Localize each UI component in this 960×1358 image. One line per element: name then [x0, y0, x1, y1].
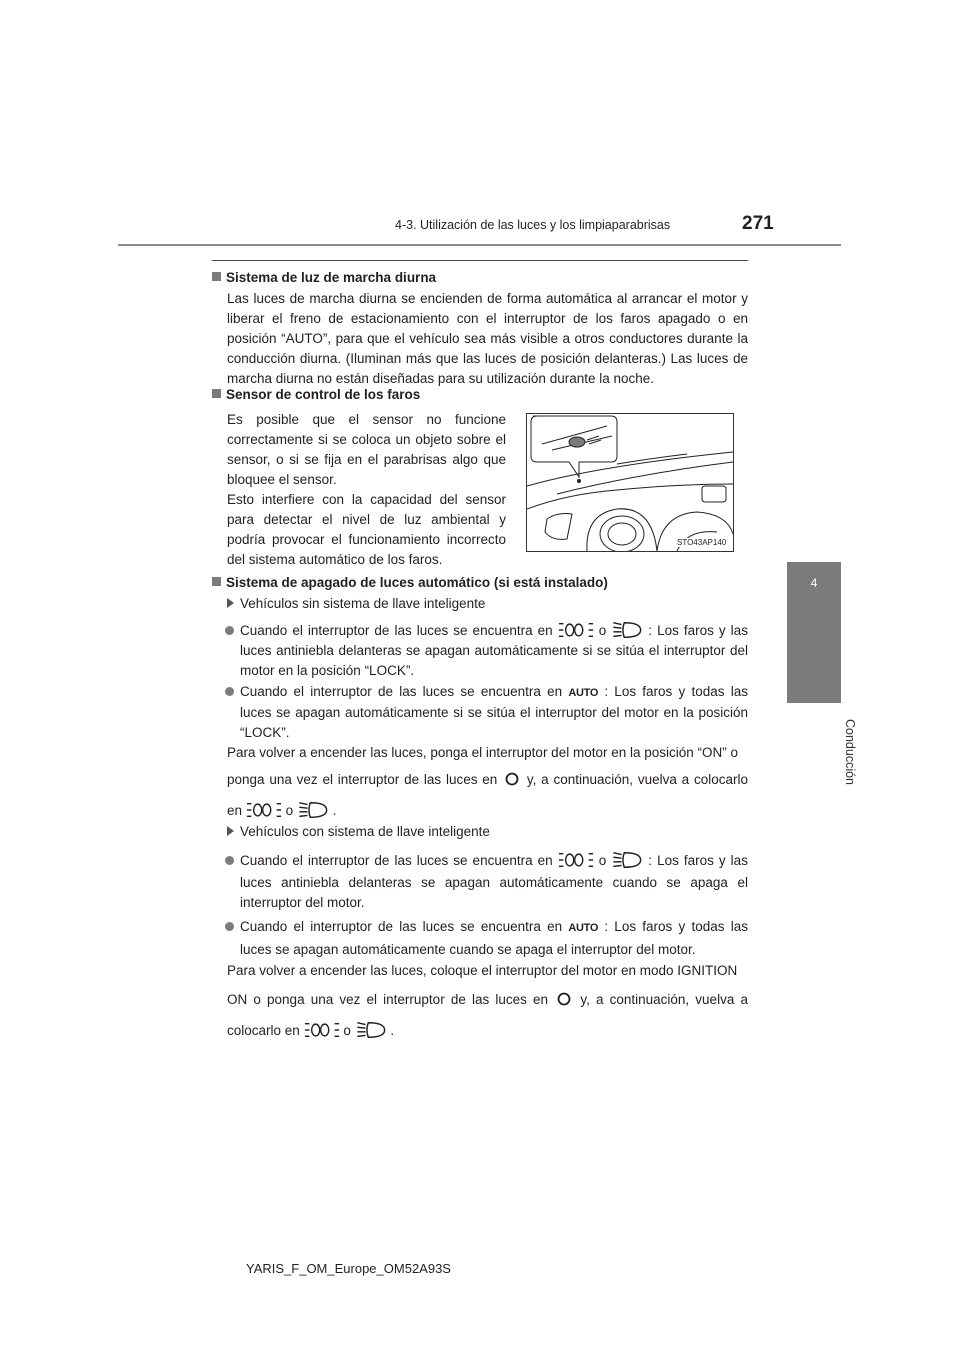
auto-mode-icon: AUTO: [568, 687, 599, 699]
section-heading-sensor: Sensor de control de los faros: [212, 387, 420, 402]
round-bullet-icon: [225, 626, 234, 635]
round-bullet-icon: [225, 922, 234, 931]
bullet-auto-off: Cuando el interruptor de las luces se encuentra en AUTO : Los faros y todas las luces se apagan automáticamente cuando se apaga el interruptor del motor.: [225, 917, 748, 960]
headlight-icon: [355, 1020, 387, 1040]
chapter-tab: [787, 562, 841, 703]
bullet-tail-head-off: Cuando el interruptor de las luces se encuentra en o : Los faros y las luces antiniebla delanteras se apagan automáticamente cuando se apaga el interruptor del motor.: [225, 850, 748, 913]
tail-light-icon: [558, 850, 594, 870]
headlight-icon: [297, 800, 329, 820]
round-bullet-icon: [225, 856, 234, 865]
sensor-illustration: [526, 413, 734, 552]
tail-light-icon: [246, 800, 282, 820]
square-bullet-icon: [212, 272, 221, 281]
bullet-auto-lock: Cuando el interruptor de las luces se encuentra en AUTO : Los faros y todas las luces se apagan automáticamente si se sitúa el interruptor del motor en la posición “LOCK”.: [225, 682, 748, 743]
header-section-title: 4-3. Utilización de las luces y los limpiaparabrisas: [395, 218, 671, 232]
chapter-label: [800, 702, 857, 802]
dashboard-sensor-drawing: [527, 414, 733, 551]
auto-mode-icon: AUTO: [568, 922, 599, 934]
headlight-icon: [611, 850, 643, 870]
triangle-bullet-icon: [227, 598, 234, 608]
paragraph-reactivate-1: Para volver a encender las luces, ponga el interruptor del motor en la posición “ON” o ponga una vez el interruptor de las luces en y, a continuación, vuelva a colocarlo en o .: [227, 745, 748, 818]
chapter-label-text: Conducción: [843, 718, 857, 786]
page-number: 271: [742, 213, 774, 234]
section-heading-auto-off: Sistema de apagado de luces automático (si está instalado): [212, 575, 608, 590]
square-bullet-icon: [212, 389, 221, 398]
header-divider: [118, 244, 841, 246]
round-bullet-icon: [225, 687, 234, 696]
subheading-no-smart-key: Vehículos sin sistema de llave inteligente: [227, 594, 485, 614]
square-bullet-icon: [212, 577, 221, 586]
section-body-sensor: Es posible que el sensor no funcione correctamente si se coloca un objeto sobre el sensor, o si se fija en el parabrisas algo que bloquee el sensor. Esto interfiere con la capacidad del sensor para detectar el nivel de luz ambiental y podría provocar el funcionamiento incorrecto del sistema automático de los faros.: [227, 412, 506, 567]
headlight-icon: [611, 620, 643, 640]
section-heading-drl: Sistema de luz de marcha diurna: [212, 270, 436, 285]
figure-code: STO43AP140: [677, 538, 727, 547]
paragraph-reactivate-2: Para volver a encender las luces, coloque el interruptor del motor en modo IGNITION ON o ponga una vez el interruptor de las luces en y, a continuación, vuelva a colocarlo en o .: [227, 963, 748, 1038]
content-divider: [212, 260, 748, 261]
tail-light-icon: [304, 1020, 340, 1040]
triangle-bullet-icon: [227, 826, 234, 836]
bullet-tail-head-lock: Cuando el interruptor de las luces se encuentra en o : Los faros y las luces antiniebla delanteras se apagan automáticamente si se sitúa el interruptor del motor en la posición “LOCK”.: [225, 620, 748, 681]
tail-light-icon: [558, 620, 594, 640]
document-code: YARIS_F_OM_Europe_OM52A93S: [246, 1261, 451, 1276]
lights-off-icon: [554, 989, 574, 1009]
chapter-number: 4: [810, 576, 818, 590]
section-body-drl: Las luces de marcha diurna se encienden de forma automática al arrancar el motor y liberar el freno de estacionamiento con el interruptor de los faros apagado o en posición “AUTO”, para que el vehículo sea más visible a otros conductores durante la conducción diurna. (Iluminan más que las luces de posición delanteras.) Las luces de marcha diurna no están diseñadas para su utilización durante la noche.: [227, 291, 748, 386]
subheading-smart-key: Vehículos con sistema de llave inteligente: [227, 822, 490, 842]
lights-off-icon: [502, 769, 522, 789]
